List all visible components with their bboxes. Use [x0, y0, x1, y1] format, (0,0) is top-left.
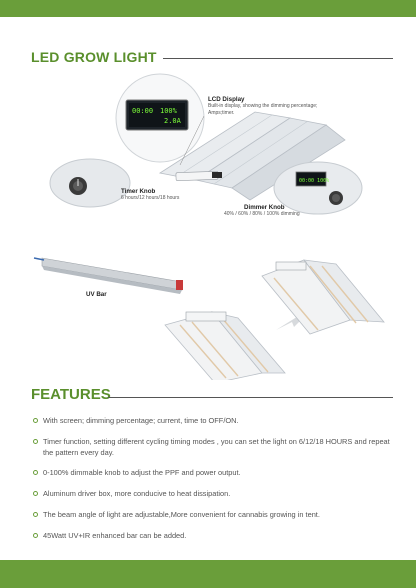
feature-item — [33, 509, 393, 520]
lcd-time: 00:00 — [132, 107, 154, 115]
feature-text: With screen; dimming percentage; current, time to OFF/ON. — [43, 416, 239, 425]
timer-callout — [121, 188, 231, 202]
lcd-percent: 100% — [160, 107, 177, 115]
bullet-icon — [33, 418, 38, 423]
bottom-green-bar — [0, 560, 416, 588]
bullet-icon — [33, 470, 38, 475]
lcd-amps: 2.0A — [164, 117, 181, 125]
feature-text: Aluminum driver box, more conducive to heat dissipation. — [43, 489, 231, 498]
lcd-zoom-circle — [116, 74, 204, 165]
lcd-callout — [208, 96, 318, 116]
dimmer-callout — [224, 204, 344, 218]
dimmer-callout-title: Dimmer Knob — [244, 204, 285, 211]
feature-item — [33, 436, 393, 458]
bullet-icon — [33, 439, 38, 444]
dimmer-callout-desc: 40% / 60% / 80% / 100% dimming — [224, 211, 300, 217]
bullet-icon — [33, 533, 38, 538]
page-title: LED GROW LIGHT — [31, 49, 157, 65]
features-heading: FEATURES — [31, 386, 111, 403]
bullet-icon — [33, 512, 38, 517]
feature-item — [33, 415, 393, 426]
feature-text: 0-100% dimmable knob to adjust the PPF and power output. — [43, 468, 241, 477]
lcd-callout-desc: Built-in display, showing the dimming percentage; Amps;timer. — [208, 103, 318, 116]
feature-text: The beam angle of light are adjustable,More convenient for cannabis growing in tent. — [43, 510, 320, 519]
uv-bar-label: UV Bar — [86, 291, 107, 298]
grow-light-fixture-open — [165, 312, 285, 380]
timer-callout-desc: 6 hours/12 hours/18 hours — [121, 195, 180, 201]
grow-light-fixture-tilted — [262, 260, 384, 334]
timer-callout-title: Timer Knob — [121, 188, 156, 195]
feature-text: Timer function, setting different cycling timing modes , you can set the light on 6/12/18 HOURS and repeat the pattern every day. — [43, 437, 390, 457]
timer-knob-zoom — [50, 159, 130, 207]
lcd-callout-title: LCD Display — [208, 96, 245, 103]
feature-item — [33, 488, 393, 499]
feature-item — [33, 467, 393, 478]
features-divider — [108, 397, 393, 398]
uv-bar — [34, 258, 183, 294]
bullet-icon — [33, 491, 38, 496]
feature-item — [33, 530, 393, 541]
feature-text: 45Watt UV+IR enhanced bar can be added. — [43, 531, 187, 540]
svg-text:00:00 100%: 00:00 100% — [299, 178, 330, 184]
